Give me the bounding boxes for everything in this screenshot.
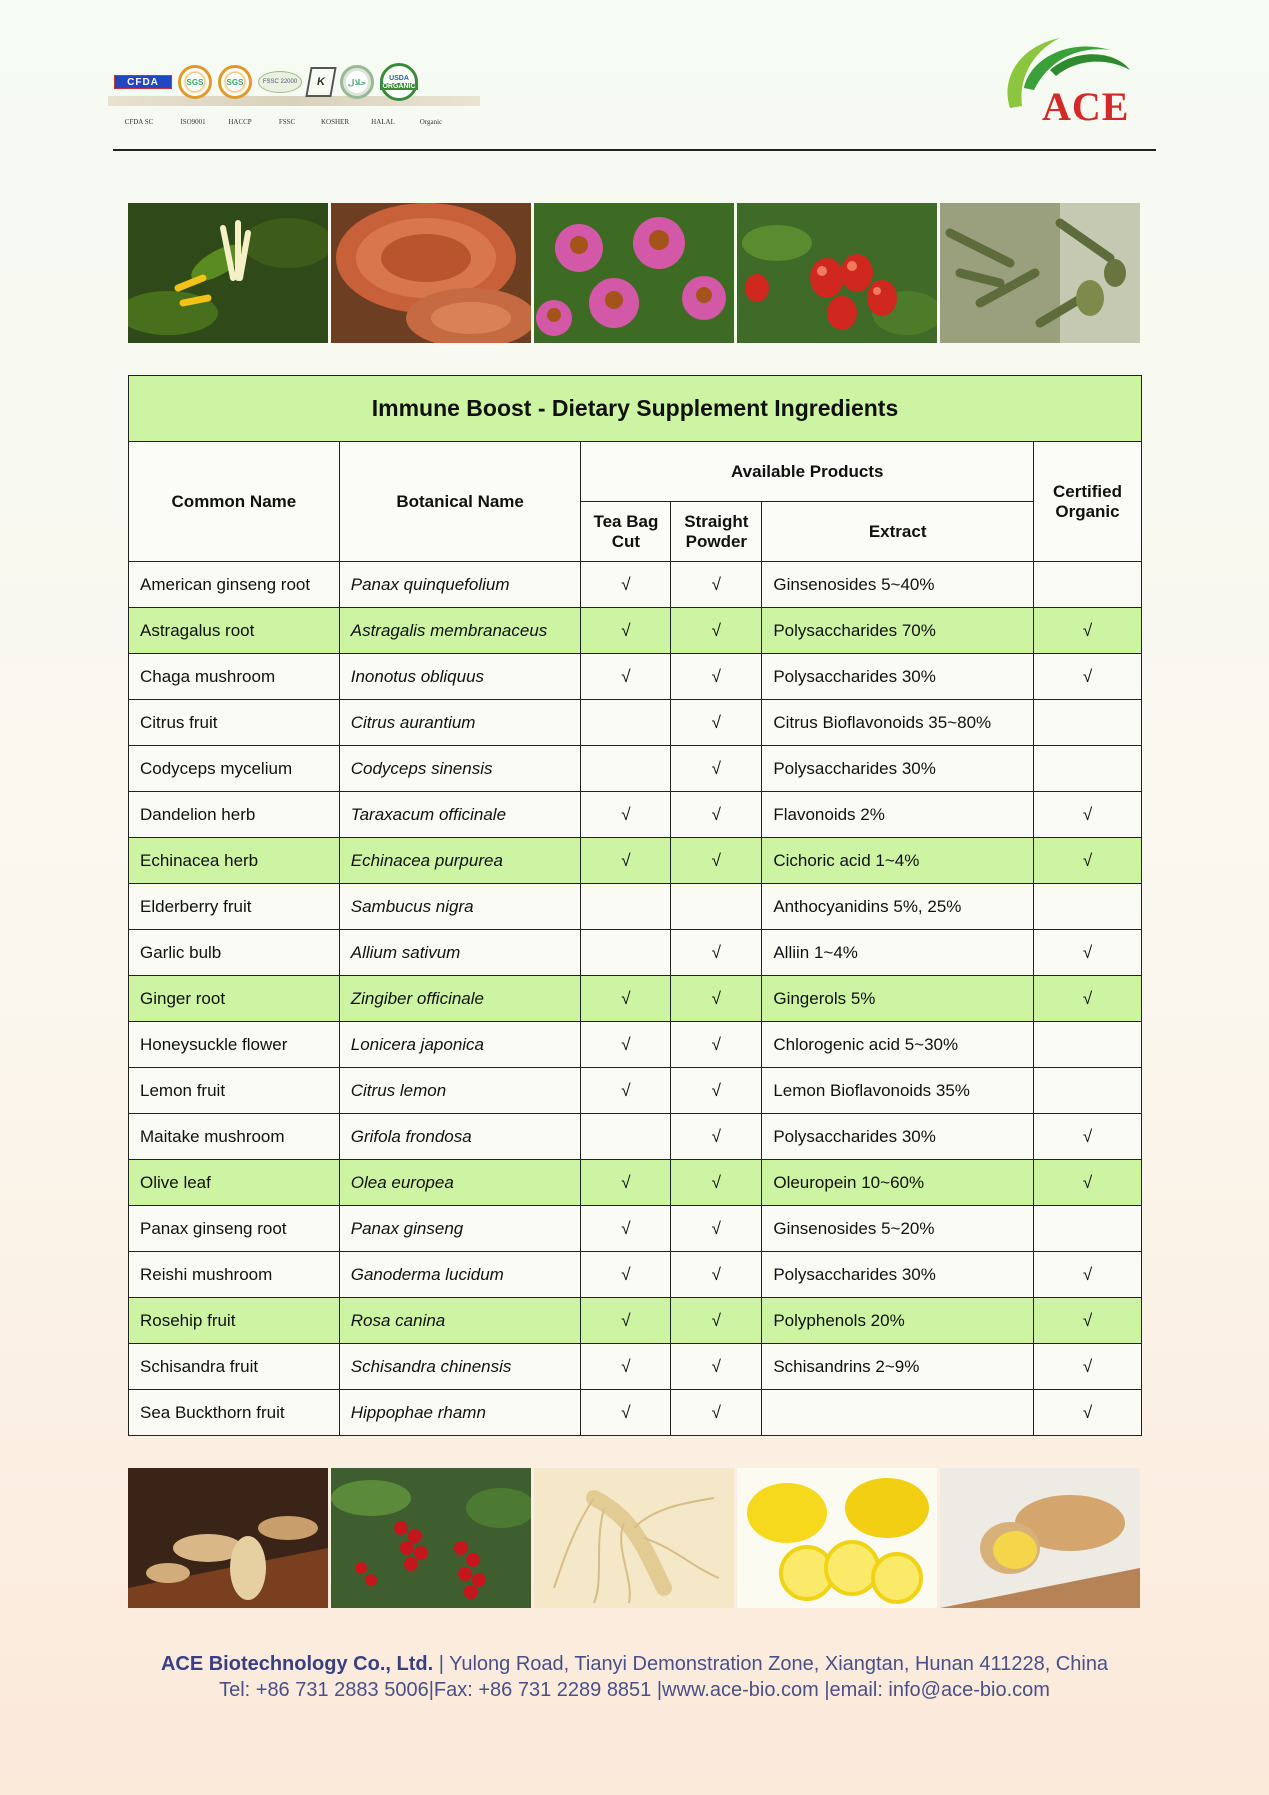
cell-botanical-name: Olea europea — [339, 1160, 581, 1206]
cert-label: Organic — [419, 118, 443, 126]
cell-certified-organic: √ — [1034, 1160, 1142, 1206]
table-row — [129, 700, 1142, 746]
cell-certified-organic — [1034, 1206, 1142, 1252]
ginger-photo — [940, 1468, 1140, 1608]
cell-tea-bag-cut — [581, 930, 671, 976]
header-tea-bag-cut: Tea Bag Cut — [581, 502, 671, 562]
company-address: | Yulong Road, Tianyi Demonstration Zone, Xiangtan, Hunan 411228, China — [433, 1653, 1109, 1675]
cell-extract: Polysaccharides 30% — [762, 654, 1034, 700]
cell-straight-powder: √ — [671, 1022, 762, 1068]
cell-common-name: Rosehip fruit — [129, 1298, 340, 1344]
cell-straight-powder: √ — [671, 700, 762, 746]
cert-label: HACCP — [228, 118, 252, 126]
ingredients-table — [128, 375, 1142, 1436]
usda-badge-line2: ORGANIC — [382, 82, 416, 90]
cell-straight-powder: √ — [671, 976, 762, 1022]
table-row — [129, 654, 1142, 700]
cell-extract: Schisandrins 2~9% — [762, 1344, 1034, 1390]
cell-straight-powder: √ — [671, 1252, 762, 1298]
table-row — [129, 1344, 1142, 1390]
cell-common-name: Maitake mushroom — [129, 1114, 340, 1160]
table-body — [129, 562, 1142, 1436]
cert-label: HALAL — [371, 118, 395, 126]
cell-botanical-name: Panax ginseng — [339, 1206, 581, 1252]
cell-tea-bag-cut: √ — [581, 1206, 671, 1252]
cell-straight-powder: √ — [671, 562, 762, 608]
table-row — [129, 792, 1142, 838]
header-certified-organic: Certified Organic — [1034, 442, 1142, 562]
cell-certified-organic: √ — [1034, 976, 1142, 1022]
cell-extract: Chlorogenic acid 5~30% — [762, 1022, 1034, 1068]
cell-extract: Alliin 1~4% — [762, 930, 1034, 976]
header-divider — [113, 149, 1156, 151]
cell-certified-organic — [1034, 1022, 1142, 1068]
cell-botanical-name: Ganoderma lucidum — [339, 1252, 581, 1298]
footer-contact: Tel: +86 731 2883 5006|Fax: +86 731 2289 8851 |www.ace-bio.com |email: info@ace-bio.com — [219, 1679, 1050, 1701]
cell-common-name: Schisandra fruit — [129, 1344, 340, 1390]
cell-tea-bag-cut: √ — [581, 1344, 671, 1390]
cell-extract: Gingerols 5% — [762, 976, 1034, 1022]
cell-botanical-name: Grifola frondosa — [339, 1114, 581, 1160]
cell-certified-organic — [1034, 562, 1142, 608]
cell-tea-bag-cut — [581, 746, 671, 792]
cell-straight-powder: √ — [671, 838, 762, 884]
cell-botanical-name: Panax quinquefolium — [339, 562, 581, 608]
cell-extract: Oleuropein 10~60% — [762, 1160, 1034, 1206]
cell-common-name: Dandelion herb — [129, 792, 340, 838]
cell-extract: Ginsenosides 5~40% — [762, 562, 1034, 608]
table-row — [129, 884, 1142, 930]
cell-certified-organic: √ — [1034, 1344, 1142, 1390]
cell-extract: Lemon Bioflavonoids 35% — [762, 1068, 1034, 1114]
cell-common-name: Reishi mushroom — [129, 1252, 340, 1298]
cell-extract: Polyphenols 20% — [762, 1298, 1034, 1344]
olive-leaf-photo — [940, 203, 1140, 343]
cell-tea-bag-cut: √ — [581, 1068, 671, 1114]
cell-certified-organic — [1034, 746, 1142, 792]
header-available-products: Available Products — [581, 442, 1034, 502]
cell-common-name: Astragalus root — [129, 608, 340, 654]
cfda-badge-icon: CFDA — [114, 75, 172, 89]
ingredients-table-container — [128, 375, 1142, 1436]
cell-tea-bag-cut: √ — [581, 562, 671, 608]
cell-certified-organic — [1034, 1068, 1142, 1114]
table-row — [129, 1068, 1142, 1114]
cell-tea-bag-cut: √ — [581, 1252, 671, 1298]
cell-extract: Cichoric acid 1~4% — [762, 838, 1034, 884]
table-row — [129, 608, 1142, 654]
cell-common-name: Honeysuckle flower — [129, 1022, 340, 1068]
table-row — [129, 930, 1142, 976]
top-photo-row — [128, 203, 1140, 343]
cell-botanical-name: Zingiber officinale — [339, 976, 581, 1022]
company-footer — [0, 1651, 1269, 1703]
usda-badge-line1: USDA — [389, 74, 409, 82]
cell-straight-powder: √ — [671, 608, 762, 654]
cell-common-name: Panax ginseng root — [129, 1206, 340, 1252]
cell-tea-bag-cut — [581, 884, 671, 930]
table-row — [129, 562, 1142, 608]
certification-strip — [108, 56, 480, 136]
cell-certified-organic: √ — [1034, 654, 1142, 700]
cell-common-name: Chaga mushroom — [129, 654, 340, 700]
cell-certified-organic — [1034, 884, 1142, 930]
cert-label: FSSC — [278, 118, 296, 126]
header-common-name: Common Name — [129, 442, 340, 562]
astragalus-slices-photo — [128, 1468, 328, 1608]
cell-certified-organic: √ — [1034, 930, 1142, 976]
table-row — [129, 1298, 1142, 1344]
cell-certified-organic: √ — [1034, 1298, 1142, 1344]
cell-straight-powder: √ — [671, 792, 762, 838]
cell-tea-bag-cut: √ — [581, 1390, 671, 1436]
cell-botanical-name: Codyceps sinensis — [339, 746, 581, 792]
cell-tea-bag-cut: √ — [581, 654, 671, 700]
cell-certified-organic: √ — [1034, 1390, 1142, 1436]
table-row — [129, 1252, 1142, 1298]
cell-botanical-name: Schisandra chinensis — [339, 1344, 581, 1390]
cell-extract: Flavonoids 2% — [762, 792, 1034, 838]
lemon-photo — [737, 1468, 937, 1608]
table-row — [129, 746, 1142, 792]
cell-certified-organic: √ — [1034, 1252, 1142, 1298]
cell-tea-bag-cut — [581, 700, 671, 746]
table-row — [129, 976, 1142, 1022]
cell-tea-bag-cut: √ — [581, 1160, 671, 1206]
cell-straight-powder: √ — [671, 930, 762, 976]
cell-certified-organic: √ — [1034, 838, 1142, 884]
table-row — [129, 1206, 1142, 1252]
cell-extract: Ginsenosides 5~20% — [762, 1206, 1034, 1252]
kosher-badge-icon: K — [305, 67, 336, 97]
cell-extract: Polysaccharides 70% — [762, 608, 1034, 654]
cell-botanical-name: Hippophae rhamn — [339, 1390, 581, 1436]
cell-common-name: Lemon fruit — [129, 1068, 340, 1114]
certification-icons — [114, 62, 418, 102]
halal-seal-icon: حلال — [340, 65, 374, 99]
cell-botanical-name: Citrus lemon — [339, 1068, 581, 1114]
cell-botanical-name: Lonicera japonica — [339, 1022, 581, 1068]
cell-straight-powder: √ — [671, 1344, 762, 1390]
header-extract: Extract — [762, 502, 1034, 562]
cell-common-name: Elderberry fruit — [129, 884, 340, 930]
cell-extract: Citrus Bioflavonoids 35~80% — [762, 700, 1034, 746]
reishi-mushroom-photo — [331, 203, 531, 343]
cell-extract: Polysaccharides 30% — [762, 1252, 1034, 1298]
cell-botanical-name: Allium sativum — [339, 930, 581, 976]
cell-straight-powder: √ — [671, 1390, 762, 1436]
logo-text: ACE — [1042, 84, 1130, 129]
cell-tea-bag-cut: √ — [581, 792, 671, 838]
cell-botanical-name: Astragalis membranaceus — [339, 608, 581, 654]
haccp-seal-icon: SGS — [218, 65, 252, 99]
echinacea-photo — [534, 203, 734, 343]
schisandra-photo — [331, 1468, 531, 1608]
cell-straight-powder — [671, 884, 762, 930]
cell-tea-bag-cut: √ — [581, 1298, 671, 1344]
cell-common-name: Ginger root — [129, 976, 340, 1022]
rosehip-photo — [737, 203, 937, 343]
usda-organic-badge-icon — [380, 63, 418, 101]
cell-botanical-name: Echinacea purpurea — [339, 838, 581, 884]
iso9001-seal-icon: SGS — [178, 65, 212, 99]
cell-extract: Polysaccharides 30% — [762, 1114, 1034, 1160]
bottom-photo-row — [128, 1468, 1140, 1608]
cell-common-name: American ginseng root — [129, 562, 340, 608]
cell-straight-powder: √ — [671, 1298, 762, 1344]
table-row — [129, 838, 1142, 884]
cell-common-name: Olive leaf — [129, 1160, 340, 1206]
cell-extract: Anthocyanidins 5%, 25% — [762, 884, 1034, 930]
cell-certified-organic: √ — [1034, 1114, 1142, 1160]
cell-common-name: Echinacea herb — [129, 838, 340, 884]
table-row — [129, 1160, 1142, 1206]
table-row — [129, 1114, 1142, 1160]
cell-straight-powder: √ — [671, 1160, 762, 1206]
cert-label: KOSHER — [320, 118, 349, 126]
cell-botanical-name: Taraxacum officinale — [339, 792, 581, 838]
header-botanical-name: Botanical Name — [339, 442, 581, 562]
cell-tea-bag-cut: √ — [581, 976, 671, 1022]
cell-extract: Polysaccharides 30% — [762, 746, 1034, 792]
ace-logo — [990, 28, 1142, 129]
cert-label: CFDA SC — [124, 118, 154, 126]
cell-straight-powder: √ — [671, 1206, 762, 1252]
table-row — [129, 1022, 1142, 1068]
cell-tea-bag-cut: √ — [581, 608, 671, 654]
cell-certified-organic — [1034, 700, 1142, 746]
header-straight-powder: Straight Powder — [671, 502, 762, 562]
fssc-badge-icon: FSSC 22000 — [258, 71, 302, 93]
cell-botanical-name: Inonotus obliquus — [339, 654, 581, 700]
cell-tea-bag-cut: √ — [581, 1022, 671, 1068]
ginseng-root-photo — [534, 1468, 734, 1608]
honeysuckle-photo — [128, 203, 328, 343]
table-title: Immune Boost - Dietary Supplement Ingredients — [129, 376, 1142, 442]
cell-botanical-name: Citrus aurantium — [339, 700, 581, 746]
table-row — [129, 1390, 1142, 1436]
cell-straight-powder: √ — [671, 1114, 762, 1160]
cert-label: ISO9001 — [180, 118, 206, 126]
cell-certified-organic: √ — [1034, 608, 1142, 654]
certification-labels — [108, 118, 480, 126]
cell-straight-powder: √ — [671, 1068, 762, 1114]
cell-botanical-name: Sambucus nigra — [339, 884, 581, 930]
cell-common-name: Codyceps mycelium — [129, 746, 340, 792]
cell-certified-organic: √ — [1034, 792, 1142, 838]
cell-straight-powder: √ — [671, 654, 762, 700]
cell-common-name: Citrus fruit — [129, 700, 340, 746]
cell-tea-bag-cut — [581, 1114, 671, 1160]
cell-common-name: Sea Buckthorn fruit — [129, 1390, 340, 1436]
cell-tea-bag-cut: √ — [581, 838, 671, 884]
cell-botanical-name: Rosa canina — [339, 1298, 581, 1344]
footer-line-address — [0, 1651, 1269, 1677]
cell-common-name: Garlic bulb — [129, 930, 340, 976]
cell-extract — [762, 1390, 1034, 1436]
company-name: ACE Biotechnology Co., Ltd. — [160, 1653, 434, 1675]
cell-straight-powder: √ — [671, 746, 762, 792]
